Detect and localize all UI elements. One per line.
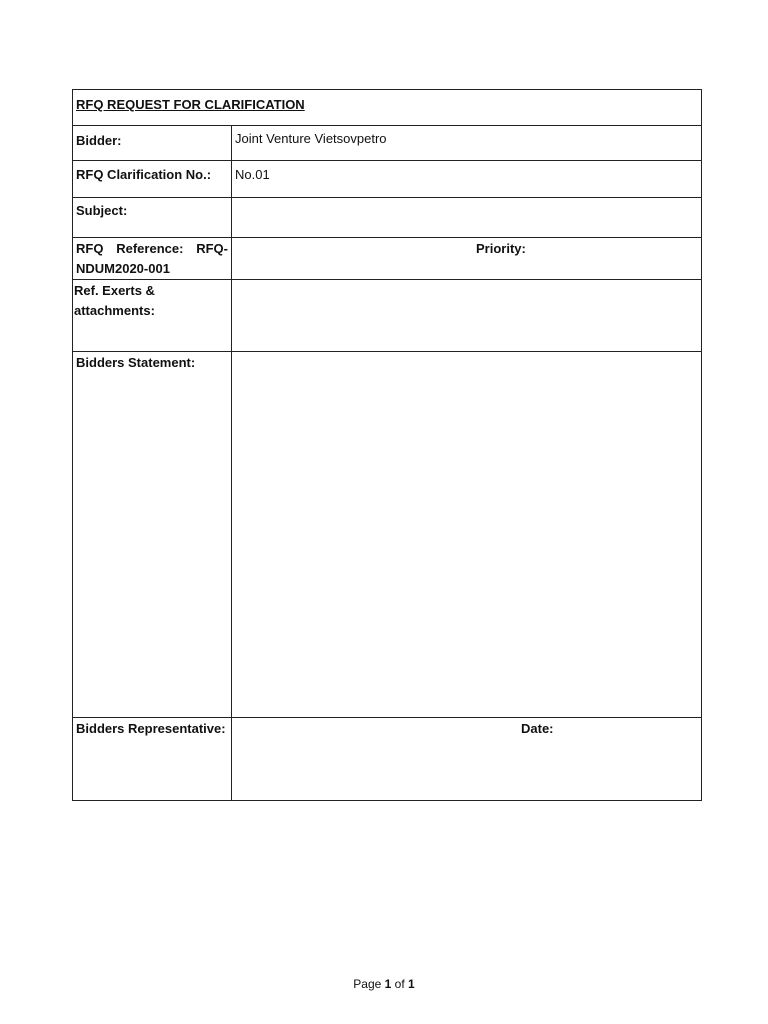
footer-page-word: Page — [353, 977, 382, 991]
footer-page-current: 1 — [384, 977, 392, 991]
bidder-row — [73, 126, 702, 161]
form-title: RFQ REQUEST FOR CLARIFICATION — [76, 97, 305, 112]
ref-exerts-label-line1: Ref. Exerts & — [74, 283, 155, 298]
bidders-statement-row — [73, 352, 702, 718]
clarification-no-value: No.01 — [235, 167, 270, 182]
bidders-statement-label: Bidders Statement: — [76, 355, 196, 370]
rfq-reference-row — [73, 238, 702, 280]
subject-row — [73, 198, 702, 238]
ref-exerts-label-line2: attachments: — [74, 303, 155, 318]
footer-of-word: of — [394, 977, 405, 991]
rfq-reference-label-line2: NDUM2020-001 — [76, 261, 170, 276]
subject-label: Subject: — [76, 203, 128, 218]
clarification-form — [72, 89, 702, 801]
bidders-representative-row — [73, 718, 702, 801]
footer-page-total: 1 — [408, 977, 415, 991]
ref-exerts-row — [73, 280, 702, 352]
rfq-reference-label-line1: RFQ Reference: RFQ- — [76, 241, 228, 256]
priority-label: Priority: — [476, 241, 526, 256]
bidders-representative-label: Bidders Representative: — [76, 721, 226, 736]
bidder-label: Bidder: — [76, 133, 122, 148]
bidder-value: Joint Venture Vietsovpetro — [235, 131, 387, 146]
title-row — [73, 90, 702, 126]
clarification-no-label: RFQ Clarification No.: — [76, 167, 212, 182]
page-footer — [0, 977, 768, 991]
date-label: Date: — [521, 721, 554, 736]
clarification-no-row — [73, 161, 702, 198]
